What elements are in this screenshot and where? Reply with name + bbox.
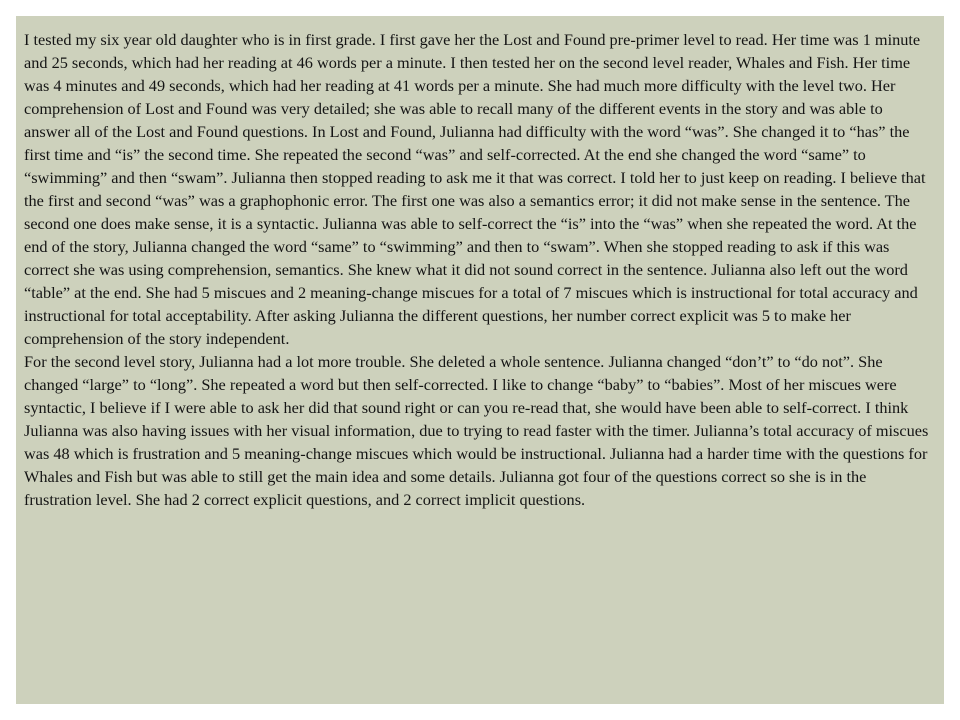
paragraph-second-level: For the second level story, Julianna had a lot more trouble. She deleted a whole sentence. Julianna changed “don’t” to “do not”. She changed “large” to “long”. She repeated a word but then self-corrected. I like to change “baby” to “babies”. Most of her miscues were syntactic, I believe if I were able to ask her did that sound right or can you re-read that, she would have been able to self-correct. I think Julianna was also having issues with her visual information, due to trying to read faster with the timer. Julianna’s total accuracy of miscues was 48 which is frustration and 5 meaning-change miscues which would be instructional. Julianna had a harder time with the questions for Whales and Fish but was able to still get the main idea and some details. Julianna got four of the questions correct so she is in the frustration level. She had 2 correct explicit questions, and 2 correct implicit questions. — [24, 352, 929, 509]
slide-background — [16, 16, 944, 704]
paragraph-lost-and-found: I tested my six year old daughter who is in first grade. I first gave her the Lost and Found pre-primer level to read. Her time was 1 minute and 25 seconds, which had her reading at 46 words per a minute. I then tested her on the second level reader, Whales and Fish. Her time was 4 minutes and 49 seconds, which had her reading at 41 words per a minute. She had much more difficulty with the level two. Her comprehension of Lost and Found was very detailed; she was able to recall many of the different events in the story and was able to answer all of the Lost and Found questions. In Lost and Found, Julianna had difficulty with the word “was”. She changed it to “has” the first time and “is” the second time. She repeated the second “was” and self-corrected. At the end she changed the word “same” to “swimming” and then “swam”. Julianna then stopped reading to ask me it that was correct. I told her to just keep on reading. I believe that the first and second “was” was a graphophonic error. The first one was also a semantics error; it did not make sense in the sentence. The second one does make sense, it is a syntactic. Julianna was able to self-correct the “is” into the “was” when she repeated the word. At the end of the story, Julianna changed the word “same” to “swimming” and then to “swam”. When she stopped reading to ask if this was correct she was using comprehension, semantics. She knew what it did not sound correct in the sentence. Julianna also left out the word “table” at the end. She had 5 miscues and 2 meaning-change miscues for a total of 7 miscues which is instructional for total accuracy and instructional for total acceptability. After asking Julianna the different questions, her number correct explicit was 5 to make her comprehension of the story independent. — [24, 30, 926, 348]
body-text — [24, 28, 932, 511]
